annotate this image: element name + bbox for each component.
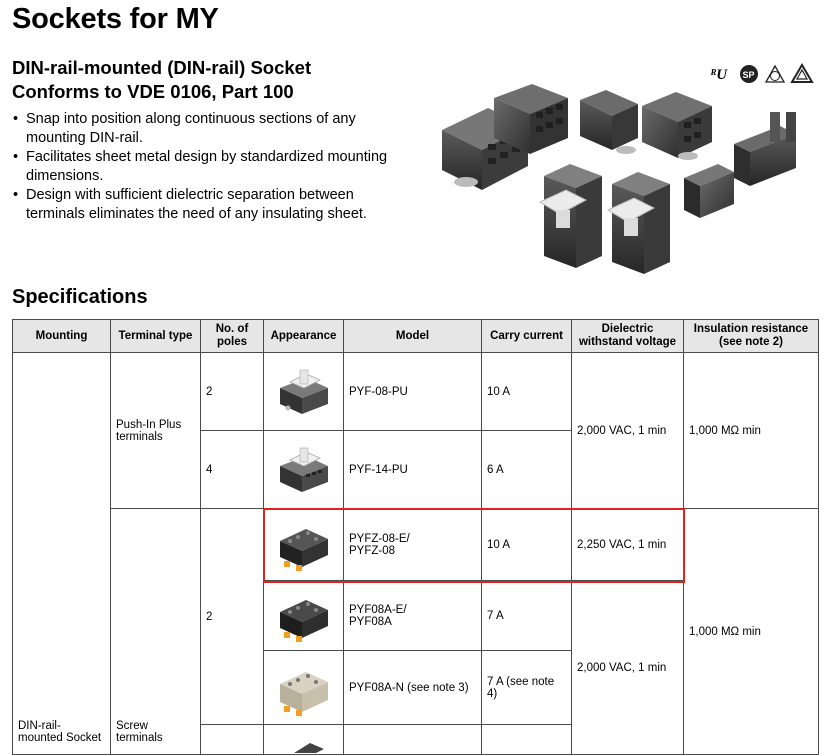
poles-cell: 2 [201,509,264,725]
appearance-cell [264,651,344,725]
specifications-heading: Specifications [12,286,148,308]
feature-item: • Design with sufficient dielectric separation between terminals eliminates the need of any insulating sheet. [12,186,412,224]
svg-text:SP: SP [742,70,755,80]
carry-current-cell [482,725,572,755]
subtitle-line-2: Conforms to VDE 0106, Part 100 [12,81,294,102]
table-row [13,509,819,581]
model-cell: PYF-14-PU [344,431,482,509]
poles-cell: 2 [201,353,264,431]
col-header-appearance: Appearance [264,320,344,353]
carry-current-cell: 6 A [482,431,572,509]
appearance-cell [264,353,344,431]
model-line: PYF08A [349,615,392,628]
col-header-terminal-type: Terminal type [111,320,201,353]
terminal-type-cell: Screw terminals [111,509,201,755]
dielectric-cell: 2,000 VAC, 1 min [572,581,684,755]
socket-screw-black-image [276,517,332,573]
table-row [13,353,819,431]
col-header-mounting: Mounting [13,320,111,353]
carry-current-cell: 7 A (see note 4) [482,651,572,725]
model-line: PYF08A-E/ [349,603,407,616]
insulation-cell: 1,000 MΩ min [684,353,819,509]
poles-cell [201,725,264,755]
dielectric-cell: 2,000 VAC, 1 min [572,353,684,509]
appearance-cell [264,581,344,651]
table-header-row [13,320,819,353]
feature-list [12,110,412,224]
appearance-cell [264,725,344,755]
insulation-cell: 1,000 MΩ min [684,509,819,755]
model-line: PYFZ-08-E/ [349,532,410,545]
specifications-table [12,319,819,755]
carry-current-cell: 7 A [482,581,572,651]
appearance-cell [264,509,344,581]
model-cell: PYF-08-PU [344,353,482,431]
socket-screw-beige-image [276,658,332,718]
subtitle-line-1: DIN-rail-mounted (DIN-rail) Socket [12,57,312,78]
mounting-cell: DIN-rail-mounted Socket [13,353,111,755]
appearance-cell [264,431,344,509]
model-cell [344,581,482,651]
socket-screw-pyf08a-image [276,588,332,644]
col-header-insulation: Insulation resistance (see note 2) [684,320,819,353]
feature-item: • Facilitates sheet metal design by standardized mounting dimensions. [12,148,412,186]
page-title: Sockets for MY [12,3,219,35]
carry-current-cell: 10 A [482,353,572,431]
feature-item: • Snap into position along continuous sections of any mounting DIN-rail. [12,110,412,148]
model-cell: PYF08A-N (see note 3) [344,651,482,725]
col-header-model: Model [344,320,482,353]
socket-push-in-image [276,366,332,418]
col-header-carry-current: Carry current [482,320,572,353]
svg-text:ᴿU: ᴿU [710,67,728,83]
socket-screw-partial-image [276,727,332,753]
model-cell [344,725,482,755]
col-header-poles: No. of poles [201,320,264,353]
sockets-product-photo [436,78,816,278]
poles-cell: 4 [201,431,264,509]
terminal-type-cell: Push-In Plus terminals [111,353,201,509]
socket-push-in-4pole-image [276,444,332,496]
model-cell [344,509,482,581]
model-line: PYFZ-08 [349,544,396,557]
col-header-dielectric: Dielectric withstand voltage [572,320,684,353]
dielectric-cell: 2,250 VAC, 1 min [572,509,684,581]
section-subtitle [12,56,311,104]
carry-current-cell: 10 A [482,509,572,581]
